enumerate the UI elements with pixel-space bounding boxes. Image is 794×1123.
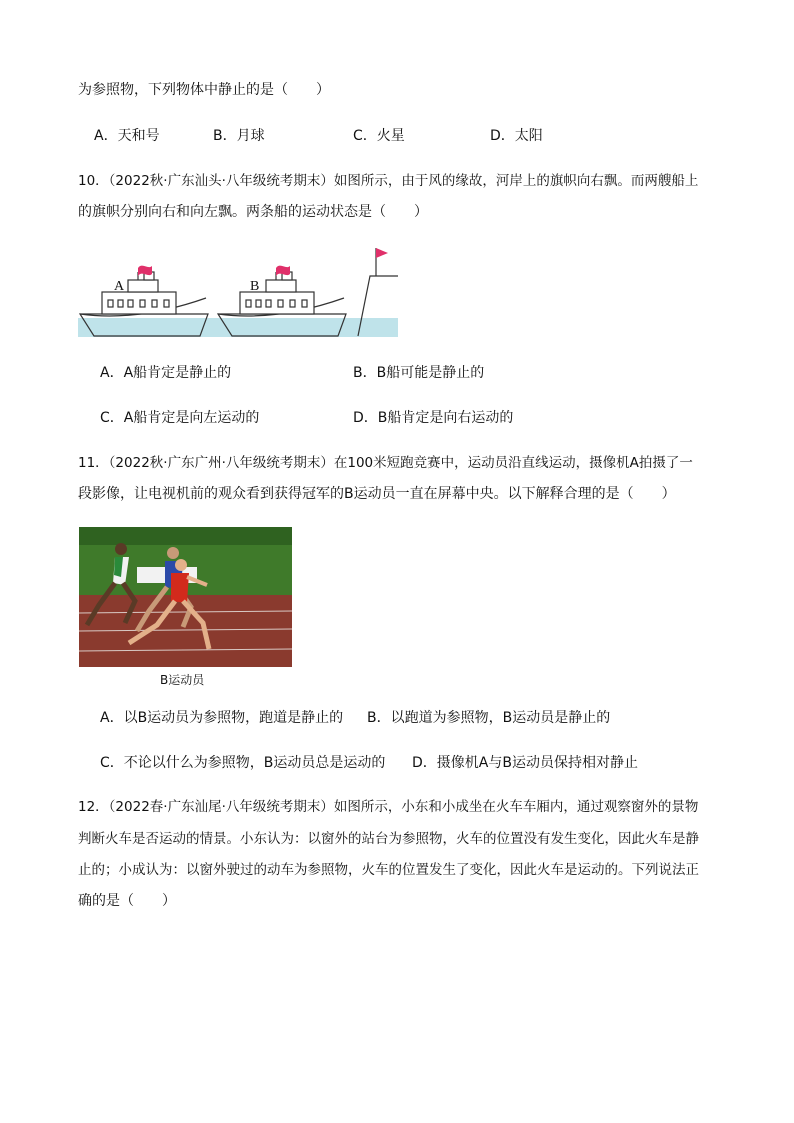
q12-stem-line-4: 确的是（ ） [78, 893, 176, 909]
photo-caption: B运动员 [160, 673, 205, 687]
river-water [78, 318, 398, 337]
q10-option-b[interactable]: B．B船可能是静止的 [353, 365, 485, 381]
q12-stem-line-1: 12．（2022春·广东汕尾·八年级统考期末）如图所示，小东和小成坐在火车车厢内，通过观察窗外的景物 [78, 799, 699, 815]
q11-option-a[interactable]: A．以B运动员为参照物，跑道是静止的 [100, 710, 344, 726]
q11-option-c[interactable]: C．不论以什么为参照物，B运动员总是运动的 [100, 755, 386, 771]
q9-option-d[interactable]: D．太阳 [490, 128, 543, 144]
q12-stem-line-3: 止的；小成认为：以窗外驶过的动车为参照物，火车的位置发生了变化，因此火车是运动的。下列说法正 [78, 862, 699, 878]
boats-figure [78, 244, 400, 338]
q9-option-c[interactable]: C．火星 [353, 128, 405, 144]
sprinters-photo [79, 527, 292, 667]
q11-stem-line-2: 段影像，让电视机前的观众看到获得冠军的B运动员一直在屏幕中央。以下解释合理的是（ ） [78, 486, 676, 502]
boat-a-label: A [114, 279, 125, 294]
q11-option-d[interactable]: D．摄像机A与B运动员保持相对静止 [412, 755, 638, 771]
q12-stem-line-2: 判断火车是否运动的情景。小东认为：以窗外的站台为参照物，火车的位置没有发生变化，因此火车是静 [78, 831, 699, 847]
q11-stem-line-1: 11．（2022秋·广东广州·八年级统考期末）在100米短跑竞赛中，运动员沿直线运动，摄像机A拍摄了一 [78, 455, 693, 471]
q9-option-a[interactable]: A．天和号 [94, 128, 160, 144]
q10-option-d[interactable]: D．B船肯定是向右运动的 [353, 410, 514, 426]
q10-stem-line-1: 10．（2022秋·广东汕头·八年级统考期末）如图所示，由于风的缘故，河岸上的旗帜向右飘。而两艘船上 [78, 173, 699, 189]
q10-option-a[interactable]: A．A船肯定是静止的 [100, 365, 232, 381]
boat-b-label: B [250, 279, 260, 294]
q10-stem-line-2: 的旗帜分别向右和向左飘。两条船的运动状态是（ ） [78, 204, 428, 220]
q9-option-b[interactable]: B．月球 [213, 128, 265, 144]
q11-option-b[interactable]: B．以跑道为参照物，B运动员是静止的 [367, 710, 611, 726]
bank-flag-icon [376, 248, 388, 258]
q10-option-c[interactable]: C．A船肯定是向左运动的 [100, 410, 260, 426]
q9-stem: 为参照物，下列物体中静止的是（ ） [78, 82, 330, 98]
